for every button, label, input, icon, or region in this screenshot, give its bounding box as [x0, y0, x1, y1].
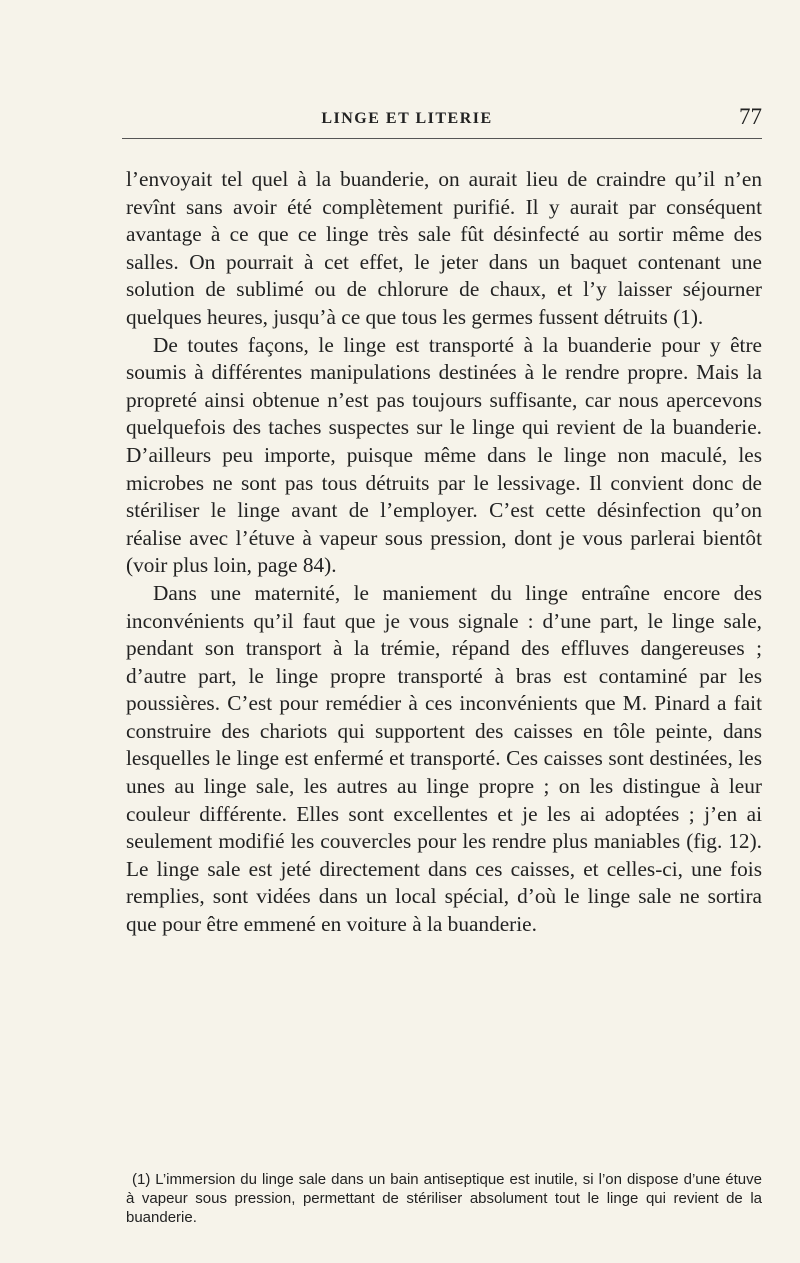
header-rule — [122, 138, 762, 139]
footnote: (1) L’immersion du linge sale dans un bain antiseptique est inutile, si l’on dispose d’une étuve à vapeur sous pression, permettant de stériliser absolument tout le linge qui revient de la buanderie. — [126, 1171, 762, 1226]
body-text — [126, 166, 762, 939]
running-title: LINGE ET LITERIE — [321, 110, 493, 127]
paragraph-2: De toutes façons, le linge est transporté à la buanderie pour y être soumis à différentes manipulations destinées à le rendre propre. Mais la propreté ainsi obtenue n’est pas toujours suffisante, car nous apercevons quelquefois des taches suspectes sur le linge qui revient de la buanderie. D’ailleurs peu importe, puisque même dans le linge non maculé, les microbes ne sont pas tous détruits par le lessivage. Il convient donc de stériliser le linge avant de l’employer. C’est cette désinfection qu’on réalise avec l’étuve à vapeur sous pression, dont je vous parlerai bientôt (voir plus loin, page 84). — [126, 332, 762, 578]
paragraph-3: Dans une maternité, le maniement du linge entraîne encore des inconvénients qu’il faut que je vous signale : d’une part, le linge sale, pendant son transport à la trémie, répand des effluves dangereuses ; d’autre part, le linge propre transporté à bras est contaminé par les poussières. C’est pour remédier à ces inconvénients que M. Pinard a fait construire des chariots qui supportent des caisses en tôle peinte, dans lesquelles le linge est enfermé et transporté. Ces caisses sont destinées, les unes au linge sale, les autres au linge propre ; on les distingue à leur couleur différente. Elles sont excellentes et je les ai adoptées ; j’en ai seulement modifié les couvercles pour les rendre plus maniables (fig. 12). Le linge sale est jeté directement dans ces caisses, et celles-ci, une fois remplies, sont vidées dans un local spécial, d’où le linge sale ne sortira que pour être emmené en voiture à la buanderie. — [126, 580, 762, 937]
page-number: 77 — [739, 104, 762, 129]
page-header — [122, 100, 762, 150]
paragraph-1: l’envoyait tel quel à la buanderie, on aurait lieu de craindre qu’il n’en revînt sans avoir été complètement purifié. Il y aurait par conséquent avantage à ce que ce linge très sale fût désinfecté au sortir même des salles. On pourrait à cet effet, le jeter dans un baquet contenant une solution de sublimé ou de chlorure de chaux, et l’y laisser séjourner quelques heures, jusqu’à ce que tous les germes fussent détruits (1). — [126, 167, 762, 329]
